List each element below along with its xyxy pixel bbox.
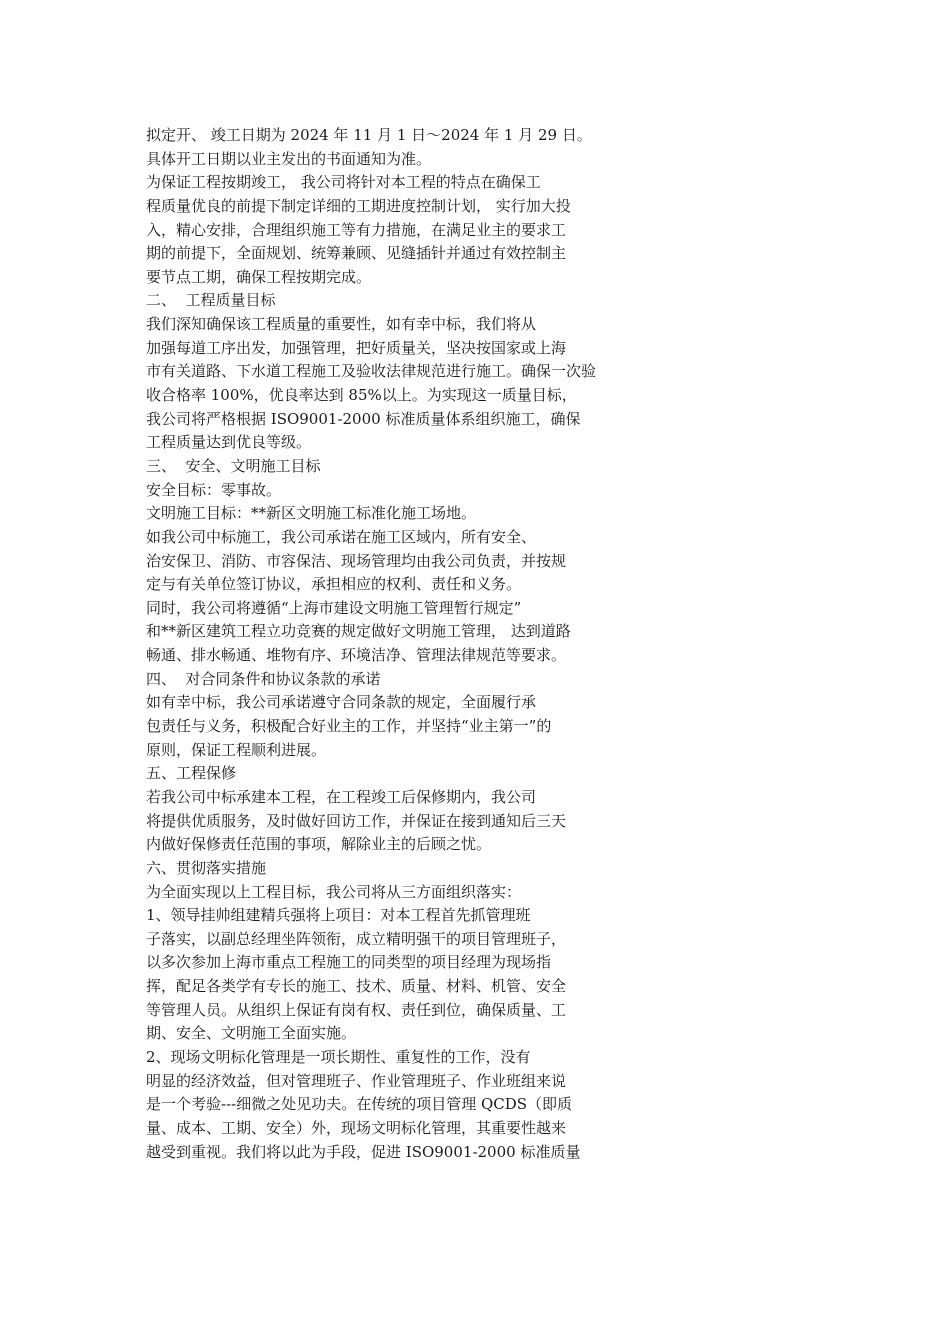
- section-heading: 五、工程保修: [146, 764, 237, 783]
- text-line: 包责任与义务，积极配合好业主的工作，并坚持“业主第一”的: [146, 717, 552, 736]
- text-line: 我公司将严格根据 ISO9001-2000 标准质量体系组织施工，确保: [146, 409, 581, 428]
- text-line: 量、成本、工期、安全）外，现场文明标化管理，其重要性越来: [146, 1118, 567, 1137]
- text-line: 越受到重视。我们将以此为手段，促进 ISO9001-2000 标准质量: [146, 1142, 581, 1161]
- text-line: 原则，保证工程顺利进展。: [146, 740, 327, 759]
- text-line: 2、现场文明标化管理是一项长期性、重复性的工作，没有: [146, 1047, 531, 1066]
- text-line: 定与有关单位签订协议，承担相应的权利、责任和义务。: [146, 575, 522, 594]
- text-line: 子落实，以副总经理坐阵领衔，成立精明强干的项目管理班子，: [146, 929, 567, 948]
- text-line: 期的前提下，全面规划、统筹兼顾、见缝插针并通过有效控制主: [146, 244, 567, 263]
- text-line: 程质量优良的前提下制定详细的工期进度控制计划， 实行加大投: [146, 196, 571, 215]
- section-heading: 三、 安全、文明施工目标: [146, 456, 321, 475]
- text-line: 等管理人员。从组织上保证有岗有权、责任到位，确保质量、工: [146, 1000, 567, 1019]
- text-line: 明显的经济效益，但对管理班子、作业管理班子、作业班组来说: [146, 1071, 567, 1090]
- text-line: 收合格率 100%，优良率达到 85%以上。为实现这一质量目标，: [146, 386, 577, 405]
- text-line: 以多次参加上海市重点工程施工的同类型的项目经理为现场指: [146, 953, 552, 972]
- text-line: 和**新区建筑工程立功竞赛的规定做好文明施工管理， 达到道路: [146, 622, 571, 641]
- text-line: 加强每道工序出发，加强管理，把好质量关，坚决按国家或上海: [146, 338, 567, 357]
- text-line: 是一个考验---细微之处见功夫。在传统的项目管理 QCDS（即质: [146, 1095, 573, 1114]
- text-line: 为全面实现以上工程目标，我公司将从三方面组织落实：: [146, 882, 522, 901]
- text-line: 如有幸中标，我公司承诺遵守合同条款的规定，全面履行承: [146, 693, 537, 712]
- text-line: 挥，配足各类学有专长的施工、技术、质量、材料、机管、安全: [146, 977, 567, 996]
- document-page: [146, 124, 666, 1164]
- text-line: 市有关道路、下水道工程施工及验收法律规范进行施工。确保一次验: [146, 362, 597, 381]
- text-line: 将提供优质服务，及时做好回访工作，并保证在接到通知后三天: [146, 811, 567, 830]
- section-heading: 六、贯彻落实措施: [146, 858, 267, 877]
- text-line: 安全目标：零事故。: [146, 480, 282, 499]
- text-line: 文明施工目标：**新区文明施工标准化施工场地。: [146, 504, 477, 523]
- text-line: 畅通、排水畅通、堆物有序、环境洁净、管理法律规范等要求。: [146, 646, 567, 665]
- text-line: 内做好保修责任范围的事项，解除业主的后顾之忧。: [146, 835, 492, 854]
- text-line: 拟定开、 竣工日期为 2024 年 11 月 1 日～2024 年 1 月 29 日。: [146, 126, 592, 144]
- text-line: 1、领导挂帅组建精兵强将上项目：对本工程首先抓管理班: [146, 906, 531, 925]
- text-line: 同时，我公司将遵循“上海市建设文明施工管理暂行规定”: [146, 598, 522, 617]
- section-heading: 四、 对合同条件和协议条款的承诺: [146, 669, 381, 688]
- text-line: 治安保卫、消防、市容保洁、现场管理均由我公司负责，并按规: [146, 551, 567, 570]
- text-line: 工程质量达到优良等级。: [146, 433, 312, 452]
- text-line: 如我公司中标施工，我公司承诺在施工区域内，所有安全、: [146, 527, 537, 546]
- text-line: 我们深知确保该工程质量的重要性，如有幸中标，我们将从: [146, 315, 537, 334]
- text-line: 期、安全、文明施工全面实施。: [146, 1024, 357, 1043]
- text-line: 若我公司中标承建本工程，在工程竣工后保修期内，我公司: [146, 787, 537, 806]
- text-line: 为保证工程按期竣工， 我公司将针对本工程的特点在确保工: [146, 173, 541, 192]
- section-heading: 二、 工程质量目标: [146, 291, 276, 310]
- text-line: 入，精心安排，合理组织施工等有力措施，在满足业主的要求工: [146, 220, 567, 239]
- text-line: 要节点工期，确保工程按期完成。: [146, 267, 372, 286]
- text-line: 具体开工日期以业主发出的书面通知为准。: [146, 149, 432, 168]
